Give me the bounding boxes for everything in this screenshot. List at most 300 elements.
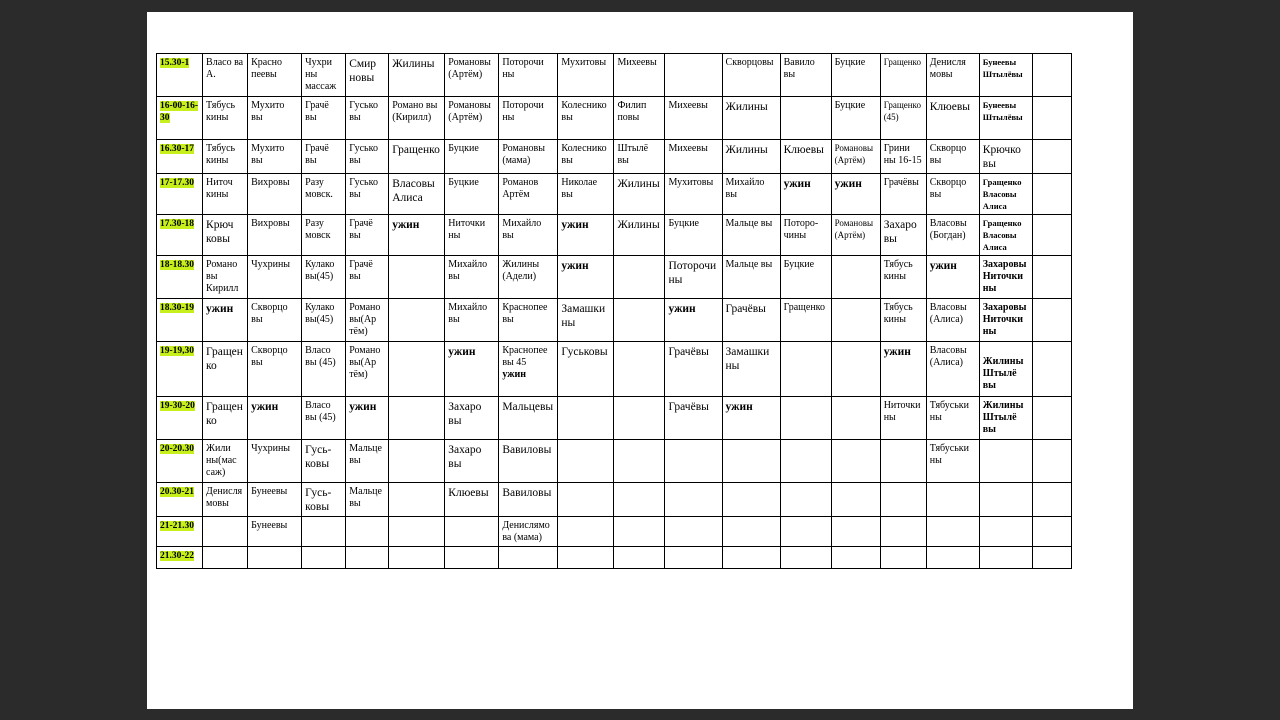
- family-name: Романо вы(Ар тём): [349, 345, 381, 380]
- schedule-cell: [979, 215, 1032, 256]
- family-name: Поторочи ны: [502, 57, 544, 80]
- schedule-cell: [248, 140, 302, 174]
- schedule-cell: [346, 547, 389, 569]
- schedule-cell: [979, 174, 1032, 215]
- schedule-cell: [445, 97, 499, 140]
- schedule-cell: [880, 174, 926, 215]
- family-name: Михеевы: [668, 100, 708, 111]
- family-name: Жилины: [392, 58, 435, 70]
- family-name: Мальце вы: [349, 443, 382, 466]
- schedule-cell: [302, 397, 346, 440]
- family-name: Мухитовы: [561, 57, 607, 68]
- schedule-cell: [248, 299, 302, 342]
- schedule-cell: [346, 299, 389, 342]
- schedule-cell: [499, 256, 558, 299]
- dinner-break-label: ужин: [392, 219, 420, 231]
- family-name: Вавиловы: [502, 444, 552, 456]
- schedule-cell: [389, 174, 445, 215]
- time-slot-cell: [157, 342, 203, 397]
- schedule-cell: [389, 256, 445, 299]
- family-name: Колеснико вы: [561, 143, 607, 166]
- family-name: Скворцо вы: [929, 143, 967, 166]
- schedule-cell: [780, 215, 831, 256]
- schedule-cell: [926, 547, 979, 569]
- schedule-cell: [203, 517, 248, 547]
- schedule-cell: [389, 397, 445, 440]
- schedule-cell: [722, 97, 780, 140]
- schedule-cell: [665, 174, 722, 215]
- family-name: Вавило вы: [783, 57, 815, 80]
- schedule-cell: [926, 256, 979, 299]
- family-name: Гращенко (45): [883, 100, 921, 122]
- family-name: Мальце вы: [349, 486, 382, 509]
- schedule-cell: [346, 140, 389, 174]
- family-name: Буцкие: [668, 218, 699, 229]
- family-name: Романовы (мама): [502, 143, 545, 166]
- family-name: Власо вы (45): [305, 400, 336, 423]
- schedule-cell: [780, 54, 831, 97]
- family-name: Кулако вы(45): [305, 259, 335, 282]
- time-slot-label: 20.30-21: [160, 487, 195, 497]
- schedule-cell: [445, 174, 499, 215]
- schedule-cell: [926, 342, 979, 397]
- dinner-break-label: ужин: [349, 401, 377, 413]
- schedule-cell: [831, 97, 880, 140]
- schedule-cell: [722, 299, 780, 342]
- family-name: Власо ва А.: [206, 57, 244, 80]
- family-name: Гусь-ковы: [305, 487, 332, 513]
- schedule-cell: [499, 299, 558, 342]
- schedule-cell: [722, 174, 780, 215]
- schedule-cell: [665, 483, 722, 517]
- family-name: Клюевы: [783, 144, 824, 156]
- family-name: Поторо-чины: [783, 218, 819, 241]
- family-name: Михайло вы: [448, 302, 488, 325]
- schedule-cell: [979, 547, 1032, 569]
- schedule-cell: [389, 215, 445, 256]
- family-name: Буцкие: [834, 100, 866, 111]
- schedule-cell: [880, 140, 926, 174]
- schedule-cell: [831, 140, 880, 174]
- family-name: Крючко вы: [982, 144, 1021, 170]
- schedule-cell: [665, 440, 722, 483]
- family-name: Романовы (Артём): [448, 100, 491, 123]
- family-name: Захаро вы: [448, 444, 482, 470]
- family-name: Власовы Алиса: [392, 178, 435, 204]
- schedule-cell: [302, 54, 346, 97]
- dinner-break-label: ужин: [251, 401, 279, 413]
- schedule-cell: [203, 397, 248, 440]
- schedule-cell: [1032, 97, 1071, 140]
- schedule-cell: [346, 397, 389, 440]
- schedule-cell: [558, 483, 614, 517]
- family-name: Поторочи ны: [668, 260, 717, 286]
- dinner-break-label: ужин: [883, 346, 911, 358]
- schedule-cell: [926, 140, 979, 174]
- schedule-cell: [389, 342, 445, 397]
- family-name: Михеевы: [617, 57, 657, 68]
- family-name: Жилины: [725, 101, 768, 113]
- dinner-break-label: ужин: [929, 260, 957, 272]
- schedule-cell: [665, 397, 722, 440]
- schedule-cell: [389, 483, 445, 517]
- family-name: Гусь-ковы: [305, 444, 332, 470]
- schedule-cell: [445, 483, 499, 517]
- dinner-break-label: ужин: [561, 219, 589, 231]
- schedule-cell: [979, 397, 1032, 440]
- family-name: Гращен ко: [206, 401, 243, 427]
- family-name: Михеевы: [668, 143, 708, 154]
- family-name: Михайло вы: [725, 177, 765, 200]
- schedule-cell: [831, 483, 880, 517]
- schedule-cell: [780, 547, 831, 569]
- family-name: Мальце вы: [725, 259, 773, 270]
- schedule-cell: [346, 256, 389, 299]
- family-name: Денисля мовы: [206, 486, 243, 509]
- schedule-cell: [831, 256, 880, 299]
- family-name: Мальцевы: [502, 401, 554, 413]
- schedule-cell: [248, 397, 302, 440]
- schedule-cell: [1032, 215, 1071, 256]
- family-name: Гращенко: [783, 302, 826, 313]
- schedule-cell: [979, 440, 1032, 483]
- schedule-cell: [831, 299, 880, 342]
- family-name: Мальце вы: [725, 218, 773, 229]
- schedule-cell: [880, 342, 926, 397]
- family-name: Бунеевы: [251, 486, 288, 497]
- family-name: Тябусь кины: [206, 143, 236, 166]
- schedule-cell: [248, 517, 302, 547]
- family-name: Мухито вы: [251, 143, 285, 166]
- schedule-cell: [831, 397, 880, 440]
- family-name: Замашки ны: [725, 346, 770, 372]
- schedule-cell: [302, 97, 346, 140]
- schedule-cell: [558, 397, 614, 440]
- schedule-cell: [722, 54, 780, 97]
- time-slot-label: 20-20.30: [160, 444, 195, 454]
- schedule-cell: [926, 397, 979, 440]
- schedule-cell: [346, 483, 389, 517]
- family-name: Тябуськи ны: [929, 443, 969, 466]
- schedule-cell: [780, 517, 831, 547]
- family-name: Романо вы Кирилл: [206, 259, 239, 294]
- family-name: Грачёвы: [668, 346, 709, 358]
- family-name: Грачё вы: [349, 259, 373, 282]
- schedule-cell: [248, 440, 302, 483]
- family-name: Власовы (Алиса): [929, 345, 967, 368]
- schedule-cell: [880, 54, 926, 97]
- table-row: [157, 440, 1072, 483]
- family-name: Романов Артём: [502, 177, 539, 200]
- schedule-cell: [203, 299, 248, 342]
- schedule-cell: [346, 54, 389, 97]
- time-slot-label: 17.30-18: [160, 219, 195, 229]
- schedule-cell: [203, 547, 248, 569]
- schedule-cell: [722, 517, 780, 547]
- schedule-cell: [926, 97, 979, 140]
- schedule-cell: [665, 547, 722, 569]
- family-name: Ниточки ны: [448, 218, 486, 241]
- family-name: Гращенко Власовы Алиса: [982, 218, 1022, 252]
- table-row: [157, 140, 1072, 174]
- schedule-cell: [346, 342, 389, 397]
- schedule-cell: [302, 174, 346, 215]
- schedule-cell: [1032, 54, 1071, 97]
- family-name: Николае вы: [561, 177, 598, 200]
- schedule-cell: [499, 483, 558, 517]
- family-name: Гращенко: [392, 144, 440, 156]
- schedule-cell: [445, 256, 499, 299]
- family-name: Ниточки ны: [883, 400, 921, 423]
- schedule-cell: [1032, 440, 1071, 483]
- schedule-cell: [780, 174, 831, 215]
- table-row: [157, 215, 1072, 256]
- schedule-cell: [389, 97, 445, 140]
- schedule-cell: [499, 440, 558, 483]
- family-name: Тябусь кины: [206, 100, 236, 123]
- schedule-cell: [880, 215, 926, 256]
- family-name: Грачёвы: [883, 177, 919, 188]
- schedule-cell: [558, 547, 614, 569]
- family-name: Колеснико вы: [561, 100, 607, 123]
- schedule-cell: [445, 440, 499, 483]
- schedule-cell: [248, 215, 302, 256]
- time-slot-cell: [157, 256, 203, 299]
- schedule-cell: [831, 342, 880, 397]
- time-slot-label: 18-18.30: [160, 260, 195, 270]
- schedule-cell: [1032, 256, 1071, 299]
- schedule-cell: [558, 256, 614, 299]
- schedule-cell: [614, 517, 665, 547]
- family-name: Буцкие: [448, 143, 479, 154]
- table-row: [157, 483, 1072, 517]
- schedule-cell: [614, 440, 665, 483]
- schedule-cell: [614, 256, 665, 299]
- schedule-cell: [558, 215, 614, 256]
- family-name: Грачё вы: [305, 143, 329, 166]
- family-name: Замашки ны: [561, 303, 606, 329]
- family-name: Захаро вы: [448, 401, 482, 427]
- schedule-cell: [1032, 299, 1071, 342]
- family-name: Смир новы: [349, 58, 377, 84]
- schedule-cell: [831, 174, 880, 215]
- schedule-cell: [780, 483, 831, 517]
- family-name: Романо вы (Кирилл): [392, 100, 438, 123]
- family-name: Скворцо вы: [929, 177, 967, 200]
- schedule-cell: [614, 397, 665, 440]
- family-name: Крюч ковы: [206, 219, 234, 245]
- schedule-cell: [499, 140, 558, 174]
- schedule-cell: [979, 483, 1032, 517]
- schedule-cell: [1032, 342, 1071, 397]
- schedule-cell: [665, 140, 722, 174]
- time-slot-label: 17-17.30: [160, 178, 195, 188]
- time-slot-cell: [157, 97, 203, 140]
- schedule-cell: [979, 517, 1032, 547]
- schedule-cell: [1032, 174, 1071, 215]
- family-name: Чухри ны массаж: [305, 57, 337, 92]
- schedule-cell: [248, 547, 302, 569]
- schedule-cell: [780, 440, 831, 483]
- schedule-cell: [203, 97, 248, 140]
- schedule-cell: [614, 97, 665, 140]
- schedule-cell: [248, 54, 302, 97]
- schedule-cell: [780, 256, 831, 299]
- family-name: Романовы (Артём): [448, 57, 491, 80]
- schedule-cell: [302, 299, 346, 342]
- schedule-cell: [880, 299, 926, 342]
- time-slot-label: 18.30-19: [160, 303, 195, 313]
- schedule-cell: [979, 140, 1032, 174]
- schedule-cell: [346, 517, 389, 547]
- schedule-cell: [346, 215, 389, 256]
- schedule-cell: [203, 256, 248, 299]
- family-name: Власовы (Богдан): [929, 218, 967, 241]
- schedule-cell: [880, 547, 926, 569]
- schedule-body: [157, 54, 1072, 569]
- family-name: Штылё вы: [617, 143, 649, 166]
- schedule-cell: [926, 440, 979, 483]
- schedule-cell: [248, 342, 302, 397]
- schedule-cell: [614, 140, 665, 174]
- schedule-cell: [665, 256, 722, 299]
- time-slot-cell: [157, 215, 203, 256]
- schedule-cell: [499, 215, 558, 256]
- table-row: [157, 256, 1072, 299]
- schedule-cell: [302, 517, 346, 547]
- schedule-cell: [979, 97, 1032, 140]
- schedule-cell: [722, 342, 780, 397]
- schedule-cell: [445, 54, 499, 97]
- family-name: Чухрины: [251, 443, 291, 454]
- schedule-cell: [203, 440, 248, 483]
- family-name: Гусько вы: [349, 143, 378, 166]
- dinner-break-label: ужин: [834, 178, 862, 190]
- schedule-cell: [499, 174, 558, 215]
- schedule-cell: [614, 174, 665, 215]
- table-row: [157, 517, 1072, 547]
- schedule-cell: [665, 215, 722, 256]
- family-name: Романовы (Артём): [834, 218, 873, 240]
- family-name: Разу мовск.: [305, 177, 333, 200]
- schedule-cell: [831, 215, 880, 256]
- schedule-cell: [445, 517, 499, 547]
- family-name: Гращенко: [883, 57, 921, 67]
- table-row: [157, 342, 1072, 397]
- time-slot-label: 19-19,30: [160, 346, 195, 356]
- schedule-cell: [614, 547, 665, 569]
- family-name: Мухито вы: [251, 100, 285, 123]
- schedule-cell: [926, 483, 979, 517]
- family-name: Вавиловы: [502, 487, 552, 499]
- schedule-cell: [499, 54, 558, 97]
- family-name: Разу мовск: [305, 218, 331, 241]
- family-name: Гуськовы: [561, 346, 608, 358]
- schedule-cell: [1032, 483, 1071, 517]
- schedule-cell: [926, 299, 979, 342]
- time-slot-cell: [157, 54, 203, 97]
- dinner-break-label: ужин: [783, 178, 811, 190]
- schedule-cell: [722, 397, 780, 440]
- dinner-break-label: ужин: [668, 303, 696, 315]
- schedule-cell: [926, 215, 979, 256]
- family-name: Тябуськи ны: [929, 400, 969, 423]
- schedule-cell: [203, 215, 248, 256]
- schedule-cell: [346, 97, 389, 140]
- schedule-cell: [1032, 517, 1071, 547]
- family-name: Гращенко Власовы Алиса: [982, 177, 1022, 211]
- family-name: Кулако вы(45): [305, 302, 335, 325]
- schedule-cell: [665, 54, 722, 97]
- family-name: Жили ны(мас саж): [206, 443, 237, 478]
- schedule-cell: [389, 299, 445, 342]
- time-slot-label: 21-21.30: [160, 521, 195, 531]
- schedule-cell: [445, 215, 499, 256]
- schedule-cell: [665, 342, 722, 397]
- schedule-cell: [346, 174, 389, 215]
- family-name: Жилины: [617, 219, 660, 231]
- time-slot-label: 21.30-22: [160, 551, 195, 561]
- schedule-cell: [722, 140, 780, 174]
- family-name: Вихровы: [251, 177, 290, 188]
- schedule-cell: [722, 440, 780, 483]
- family-name: Денисля мовы: [929, 57, 966, 80]
- family-name: Власовы (Алиса): [929, 302, 967, 325]
- schedule-cell: [248, 483, 302, 517]
- family-name: Буцкие: [448, 177, 479, 188]
- schedule-cell: [1032, 140, 1071, 174]
- family-name: Грачё вы: [305, 100, 329, 123]
- family-name: Грачёвы: [725, 303, 766, 315]
- family-name: Скворцовы: [725, 57, 774, 68]
- schedule-cell: [499, 97, 558, 140]
- schedule-cell: [880, 256, 926, 299]
- schedule-cell: [780, 397, 831, 440]
- schedule-cell: [558, 140, 614, 174]
- table-row: [157, 174, 1072, 215]
- family-name: Денислямо ва (мама): [502, 520, 550, 543]
- schedule-cell: [445, 397, 499, 440]
- family-name: Гращен ко: [206, 346, 243, 372]
- schedule-cell: [722, 215, 780, 256]
- schedule-cell: [722, 483, 780, 517]
- schedule-cell: [831, 54, 880, 97]
- schedule-cell: [248, 256, 302, 299]
- schedule-cell: [302, 140, 346, 174]
- schedule-cell: [722, 256, 780, 299]
- family-name: Жилины: [617, 178, 660, 190]
- schedule-cell: [445, 140, 499, 174]
- schedule-cell: [499, 517, 558, 547]
- schedule-cell: [499, 547, 558, 569]
- schedule-cell: [203, 342, 248, 397]
- time-slot-label: 19-30-20: [160, 401, 195, 411]
- family-name: Грачёвы: [668, 401, 709, 413]
- family-name: Грини ны 16-15: [883, 143, 922, 166]
- schedule-cell: [780, 97, 831, 140]
- schedule-cell: [979, 342, 1032, 397]
- schedule-cell: [614, 54, 665, 97]
- family-name: Жилины Штылё вы: [982, 400, 1024, 435]
- schedule-cell: [880, 517, 926, 547]
- family-name: Краснопее вы: [502, 302, 548, 325]
- schedule-cell: [614, 342, 665, 397]
- schedule-cell: [926, 517, 979, 547]
- family-name: Бунеевы Штылёвы: [982, 100, 1023, 122]
- schedule-cell: [614, 483, 665, 517]
- document-page: [147, 12, 1133, 709]
- schedule-cell: [558, 517, 614, 547]
